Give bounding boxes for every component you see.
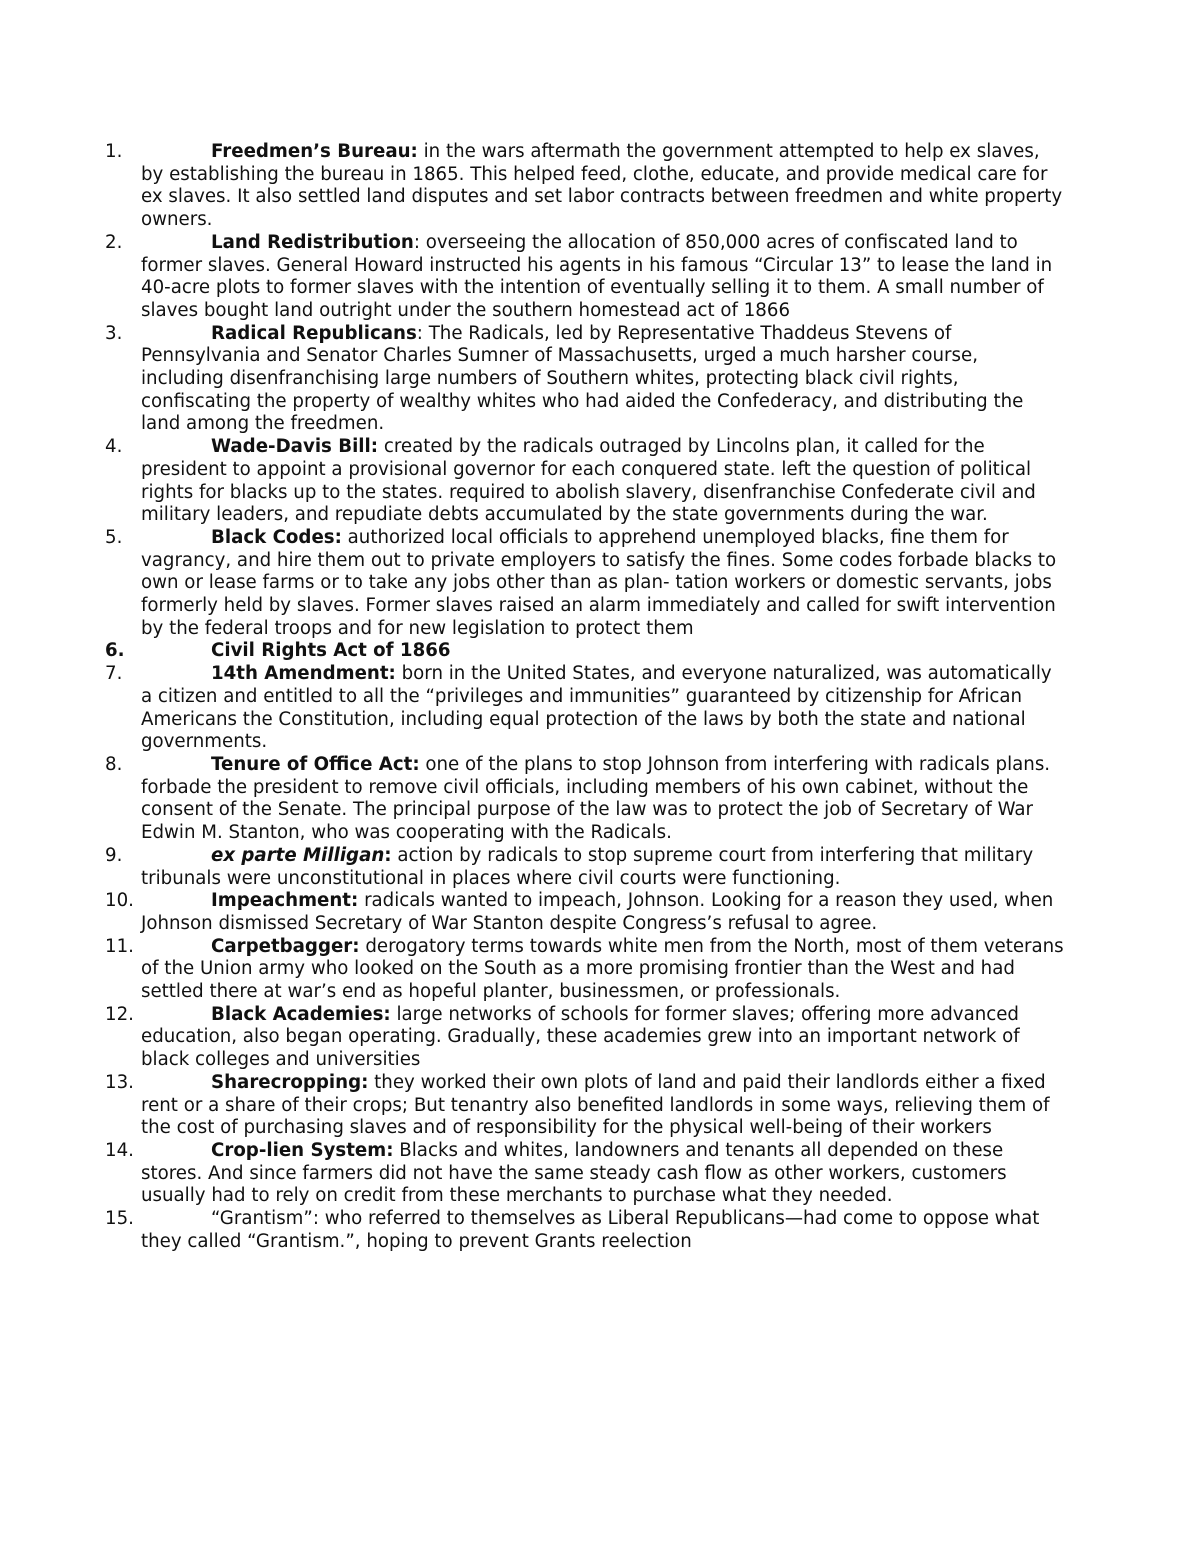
- item-number: 6.: [105, 640, 125, 662]
- item-definition: “Grantism”: who referred to themselves as Liberal Republicans—had come to oppose what they called “Grantism.”, hoping to prevent Grants reelection: [141, 1208, 1040, 1252]
- item-definition: : The Radicals, led by Representative Thaddeus Stevens of Pennsylvania and Senator Charles Sumner of Massachusetts, urged a much harsher course, including disenfranchising large numbers of Southern whites, protecting black civil rights, confiscating the property of wealthy whites who had aided the Confederacy, and distributing the land among the freedmen.: [141, 322, 1024, 435]
- item-definition: authorized local officials to apprehend unemployed blacks, fine them for vagrancy, and hire them out to private employers to satisfy the fines. Some codes forbade blacks to own or lease farms or to take any jobs other than as plan- tation workers or domestic servants, jobs formerly held by slaves. Former slaves raised an alarm immediately and called for swift intervention by the federal troops and for new legislation to protect them: [141, 526, 1057, 639]
- item-definition: they worked their own plots of land and paid their landlords either a fixed rent or a share of their crops; But tenantry also benefited landlords in some ways, relieving them of the cost of purchasing slaves and of responsibility for the physical well-being of their workers: [141, 1071, 1050, 1139]
- item-term: Impeachment:: [211, 890, 359, 912]
- item-term: Land Redistribution: [211, 231, 414, 253]
- list-item-3: [105, 323, 1065, 437]
- item-term: Sharecropping:: [211, 1071, 369, 1093]
- item-definition: action by radicals to stop supreme court from interfering that military tribunals were unconstitutional in places where civil courts were functioning.: [141, 844, 1034, 889]
- item-number: 12.: [105, 1003, 134, 1025]
- list-item-14: [105, 1140, 1065, 1208]
- item-definition: one of the plans to stop Johnson from interfering with radicals plans. forbade the president to remove civil officials, including members of his own cabinet, without the consent of the Senate. The principal purpose of the law was to protect the job of Secretary of War Edwin M. Stanton, who was cooperating with the Radicals.: [141, 753, 1051, 844]
- item-number: 2.: [105, 231, 123, 253]
- list-item-9: [105, 845, 1065, 890]
- item-definition: created by the radicals outraged by Lincolns plan, it called for the president to appoint a provisional governor for each conquered state. left the question of political rights for blacks up to the states. required to abolish slavery, disenfranchise Confederate civil and military leaders, and repudiate debts accumulated by the state governments during the war.: [141, 436, 1036, 526]
- item-number: 10.: [105, 890, 134, 912]
- item-definition: born in the United States, and everyone naturalized, was automatically a citizen and entitled to all the “privileges and immunities” guaranteed by citizenship for African Americans the Constitution, including equal protection of the laws by both the state and national governments.: [141, 663, 1052, 753]
- item-term: Tenure of Office Act:: [211, 753, 420, 775]
- item-number: 11.: [105, 935, 134, 957]
- term-list: [105, 141, 1065, 1253]
- item-number: 1.: [105, 141, 123, 162]
- list-item-5: [105, 527, 1065, 641]
- item-number: 9.: [105, 844, 123, 866]
- list-item-2: [105, 232, 1065, 323]
- item-number: 4.: [105, 436, 123, 458]
- item-number: 3.: [105, 322, 123, 344]
- item-term: Freedmen’s Bureau:: [211, 141, 418, 162]
- item-definition: Blacks and whites, landowners and tenants all depended on these stores. And since farmers did not have the same steady cash flow as other workers, customers usually had to rely on credit from these merchants to purchase what they needed.: [141, 1139, 1007, 1207]
- item-term: Black Codes:: [211, 526, 342, 548]
- list-item-13: [105, 1072, 1065, 1140]
- list-item-1: [105, 141, 1065, 232]
- list-item-6: [105, 640, 1065, 663]
- list-item-10: [105, 890, 1065, 935]
- list-item-11: [105, 936, 1065, 1004]
- item-term: Carpetbagger:: [211, 935, 360, 957]
- item-definition: derogatory terms towards white men from the North, most of them veterans of the Union army who looked on the South as a more promising frontier than the West and had settled there at war’s end as hopeful planter, businessmen, or professionals.: [141, 935, 1064, 1003]
- item-term: ex parte Milligan: [211, 844, 385, 866]
- list-item-15: [105, 1208, 1065, 1253]
- item-term: Civil Rights Act of 1866: [211, 640, 451, 662]
- list-item-7: [105, 663, 1065, 754]
- item-term: 14th Amendment:: [211, 663, 396, 685]
- item-number: 7.: [105, 663, 123, 685]
- item-definition: radicals wanted to impeach, Johnson. Looking for a reason they used, when Johnson dismissed Secretary of War Stanton despite Congress’s refusal to agree.: [141, 890, 1054, 934]
- item-definition: : overseeing the allocation of 850,000 acres of confiscated land to former slaves. General Howard instructed his agents in his famous “Circular 13” to lease the land in 40-acre plots to former slaves with the intention of eventually selling it to them. A small number of slaves bought land outright under the southern homestead act of 1866: [141, 231, 1053, 321]
- list-item-4: [105, 436, 1065, 527]
- list-item-8: [105, 754, 1065, 845]
- item-number: 15.: [105, 1208, 134, 1230]
- item-term: Black Academies:: [211, 1003, 391, 1025]
- item-number: 5.: [105, 526, 123, 548]
- list-item-12: [105, 1004, 1065, 1072]
- item-term: Wade-Davis Bill:: [211, 436, 379, 458]
- item-number: 13.: [105, 1071, 134, 1093]
- item-term-suffix: :: [384, 844, 392, 866]
- item-number: 8.: [105, 753, 123, 775]
- item-term: Radical Republicans: [211, 322, 417, 344]
- item-number: 14.: [105, 1139, 134, 1161]
- item-definition: in the wars aftermath the government attempted to help ex slaves, by establishing the bureau in 1865. This helped feed, clothe, educate, and provide medical care for ex slaves. It also settled land disputes and set labor contracts between freedmen and white property owners.: [141, 141, 1063, 231]
- item-term: Crop-lien System:: [211, 1139, 394, 1161]
- item-definition: large networks of schools for former slaves; offering more advanced education, also began operating. Gradually, these academies grew into an important network of black colleges and universities: [141, 1003, 1020, 1071]
